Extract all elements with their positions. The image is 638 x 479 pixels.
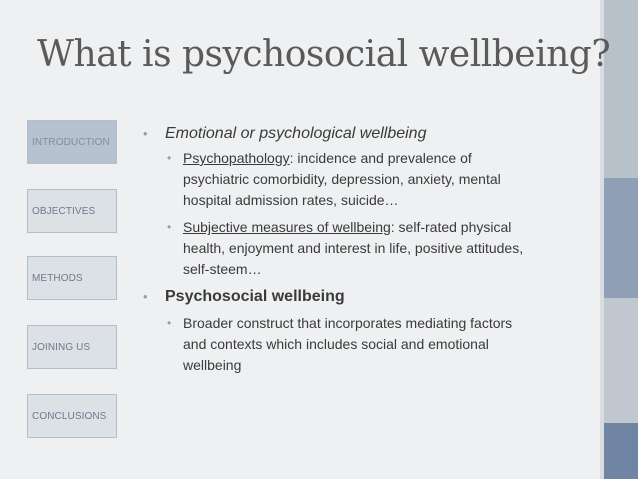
term-subjective-measures: Subjective measures of wellbeing bbox=[183, 219, 391, 235]
bullet-icon: • bbox=[143, 126, 148, 141]
bullet-icon: • bbox=[167, 220, 172, 234]
side-bar-segment bbox=[600, 178, 638, 298]
bullet-emotional-text: Emotional or psychological wellbeing bbox=[165, 125, 427, 142]
nav-item-introduction[interactable]: INTRODUCTION bbox=[27, 120, 117, 164]
sub-bullet-subjective bbox=[143, 217, 533, 280]
slide-content bbox=[143, 124, 533, 376]
sub-bullet-psychopathology-text: : incidence and prevalence of psychiatric comorbidity, depression, anxiety, mental hospital admission rates, suicide… bbox=[183, 150, 501, 208]
side-bar-segment bbox=[600, 0, 638, 178]
sub-bullet-broader bbox=[143, 313, 533, 376]
bullet-emotional bbox=[143, 124, 533, 144]
term-psychopathology: Psychopathology bbox=[183, 150, 290, 166]
nav-item-objectives[interactable]: OBJECTIVES bbox=[27, 189, 117, 233]
side-bar-segment bbox=[600, 298, 638, 423]
bullet-icon: • bbox=[167, 316, 172, 330]
bullet-icon: • bbox=[143, 289, 148, 304]
sub-bullet-psychopathology bbox=[143, 148, 533, 211]
sub-bullet-broader-text: Broader construct that incorporates mediating factors and contexts which includes social and emotional wellbeing bbox=[183, 315, 513, 373]
nav-item-conclusions[interactable]: CONCLUSIONS bbox=[27, 394, 117, 438]
slide-title: What is psychosocial wellbeing? bbox=[37, 34, 611, 75]
nav-item-joining-us[interactable]: JOINING US bbox=[27, 325, 117, 369]
bullet-psychosocial bbox=[143, 287, 533, 307]
bullet-icon: • bbox=[167, 151, 172, 165]
sub-bullet-subjective-text: : self-rated physical health, enjoyment and interest in life, positive attitudes, self-steem… bbox=[183, 219, 524, 277]
side-bar-segment bbox=[600, 423, 638, 479]
bullet-psychosocial-text: Psychosocial wellbeing bbox=[165, 288, 345, 305]
nav-item-methods[interactable]: METHODS bbox=[27, 256, 117, 300]
